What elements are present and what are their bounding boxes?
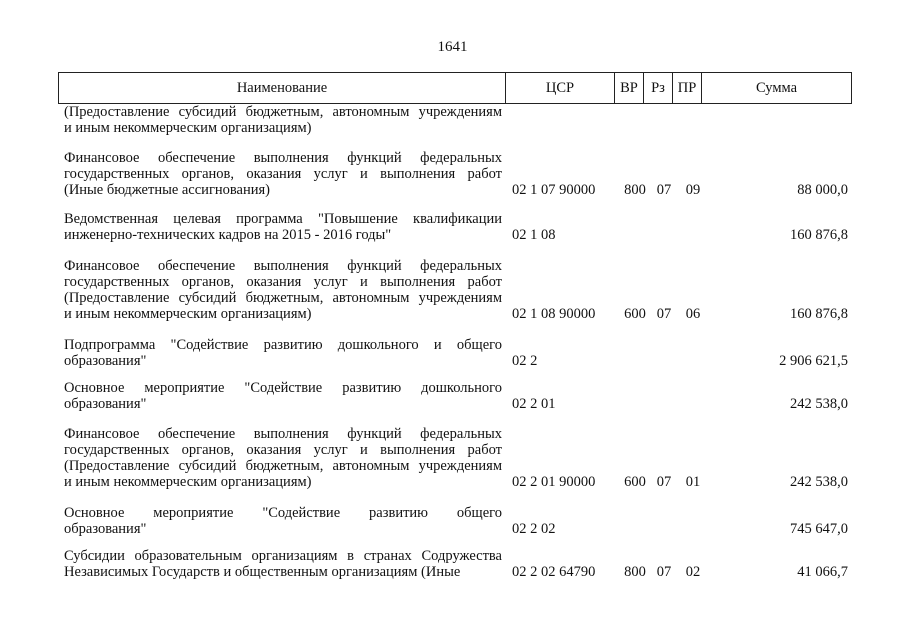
row-name-line: (Предоставление субсидий бюджетным, автономным учреждениям <box>64 104 502 120</box>
header-name: Наименование <box>59 73 506 103</box>
row-name-line: Подпрограмма "Содействие развитию дошкольного и общего <box>64 337 502 353</box>
row-name-line: (Предоставление субсидий бюджетным, автономным учреждениям <box>64 290 502 306</box>
row-name-line: Финансовое обеспечение выполнения функций федеральных <box>64 258 502 274</box>
header-rz: Рз <box>644 73 673 103</box>
row-name-line: и иным некоммерческим организациям) <box>64 120 312 136</box>
row-sum: 160 876,8 <box>790 227 848 243</box>
row-vr: 800 <box>624 564 646 580</box>
row-name <box>64 104 502 136</box>
row-name <box>64 380 502 412</box>
row-sum: 88 000,0 <box>797 182 848 198</box>
row-pr: 06 <box>685 306 701 322</box>
row-sum: 242 538,0 <box>790 396 848 412</box>
row-csr: 02 2 01 <box>512 396 556 412</box>
row-vr: 600 <box>624 474 646 490</box>
row-name-line: Независимых Государств и общественным организациям (Иные <box>64 564 461 580</box>
row-sum: 745 647,0 <box>790 521 848 537</box>
row-name <box>64 337 502 369</box>
row-name-line: государственных органов, оказания услуг и выполнения работ <box>64 274 502 290</box>
row-name <box>64 426 502 490</box>
row-csr: 02 1 08 90000 <box>512 306 596 322</box>
row-pr: 09 <box>685 182 701 198</box>
row-name-line: Основное мероприятие "Содействие развитию дошкольного <box>64 380 502 396</box>
row-name-line: Финансовое обеспечение выполнения функций федеральных <box>64 426 502 442</box>
row-name-line: образования" <box>64 353 147 369</box>
table-header <box>58 72 852 104</box>
row-sum: 2 906 621,5 <box>779 353 848 369</box>
row-name-line: Основное мероприятие "Содействие развитию общего <box>64 505 502 521</box>
row-pr: 01 <box>685 474 701 490</box>
row-pr: 02 <box>685 564 701 580</box>
row-rz: 07 <box>656 474 672 490</box>
row-name <box>64 258 502 322</box>
row-csr: 02 2 <box>512 353 538 369</box>
row-name-line: инженерно-технических кадров на 2015 - 2016 годы" <box>64 227 392 243</box>
header-sum: Сумма <box>755 80 798 96</box>
row-name <box>64 505 502 537</box>
row-name-line: Ведомственная целевая программа "Повышение квалификации <box>64 211 502 227</box>
row-rz: 07 <box>656 182 672 198</box>
row-sum: 160 876,8 <box>790 306 848 322</box>
row-name-line: образования" <box>64 521 147 537</box>
header-vr: ВР <box>615 73 644 103</box>
row-name-line: (Предоставление субсидий бюджетным, автономным учреждениям <box>64 458 502 474</box>
header-csr: ЦСР <box>506 73 615 103</box>
row-name-line: государственных органов, оказания услуг и выполнения работ <box>64 166 502 182</box>
page-number: 1641 <box>437 39 468 55</box>
row-name-line: и иным некоммерческим организациям) <box>64 306 312 322</box>
row-csr: 02 1 08 <box>512 227 556 243</box>
row-name <box>64 548 502 580</box>
row-name-line: государственных органов, оказания услуг и выполнения работ <box>64 442 502 458</box>
row-csr: 02 2 02 64790 <box>512 564 596 580</box>
header-pr: ПР <box>673 73 702 103</box>
row-vr: 800 <box>624 182 646 198</box>
row-name-line: Финансовое обеспечение выполнения функций федеральных <box>64 150 502 166</box>
row-sum: 242 538,0 <box>790 474 848 490</box>
row-name-line: (Иные бюджетные ассигнования) <box>64 182 271 198</box>
row-name-line: образования" <box>64 396 147 412</box>
row-sum: 41 066,7 <box>797 564 848 580</box>
row-name-line: Субсидии образовательным организациям в странах Содружества <box>64 548 502 564</box>
row-csr: 02 2 02 <box>512 521 556 537</box>
row-name-line: и иным некоммерческим организациям) <box>64 474 312 490</box>
row-rz: 07 <box>656 306 672 322</box>
row-csr: 02 1 07 90000 <box>512 182 596 198</box>
row-name <box>64 211 502 243</box>
row-vr: 600 <box>624 306 646 322</box>
row-name <box>64 150 502 198</box>
row-csr: 02 2 01 90000 <box>512 474 596 490</box>
row-rz: 07 <box>656 564 672 580</box>
